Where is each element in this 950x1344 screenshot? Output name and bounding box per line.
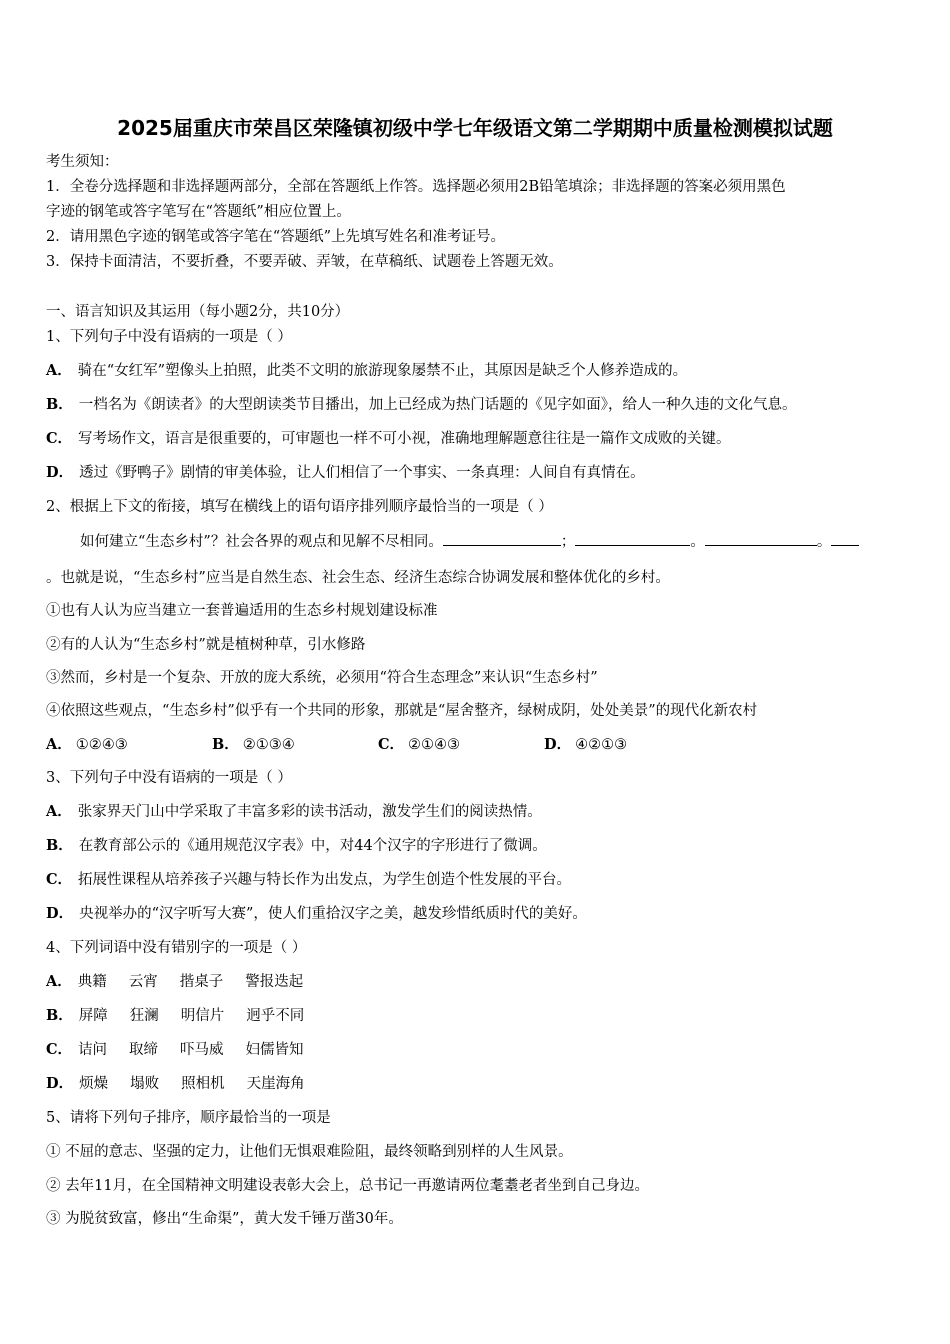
q2-options [46,735,906,755]
option-word: 塌败 [130,1076,160,1092]
q2-option-a [46,735,212,755]
option-letter: C． [46,871,73,888]
option-word: 迥乎不同 [246,1008,305,1024]
option-text: ④②①③ [575,737,628,753]
punctuation: ； [560,534,576,550]
option-word: 吓马威 [180,1042,224,1058]
option-text: 一档名为《朗读者》的大型朗读类节目播出，加上已经成为热门话题的《见字如面》，给人一种久违的文化气息。 [78,397,797,413]
q2-item: ②有的人认为“生态乡村”就是植树种草，引水修路 [46,637,366,653]
fill-blank [705,531,817,546]
page-title: 2025届重庆市荣昌区荣隆镇初级中学七年级语文第二学期期中质量检测模拟试题 [117,116,833,140]
q2-passage-end: 。也就是说，“生态乡村”应当是自然生态、社会生态、经济生态综合协调发展和整体优化的乡村。 [46,570,670,586]
q5-item: ③ 为脱贫致富，修出“生命渠”，黄大发千锤万凿30年。 [46,1211,403,1227]
option-text: 张家界天门山中学采取了丰富多彩的读书活动，激发学生们的阅读热情。 [77,804,542,820]
option-word: 烦燥 [79,1076,109,1092]
q3-option-d [46,904,906,924]
option-letter: A． [46,736,72,753]
question-1-stem: 1、下列句子中没有语病的一项是（ ） [46,329,292,345]
option-word: 屏障 [78,1008,108,1024]
notice-heading: 考生须知： [46,154,119,170]
option-word: 诘问 [78,1042,108,1058]
option-text: 在教育部公示的《通用规范汉字表》中，对44个汉字的字形进行了微调。 [78,838,547,854]
option-letter: D． [46,464,74,481]
fill-blank [443,531,561,546]
option-word: 照相机 [181,1076,225,1092]
option-word: 明信片 [180,1008,225,1024]
option-letter: B． [46,1007,73,1024]
q3-option-c [46,870,906,890]
option-word: 取缔 [129,1042,159,1058]
q5-item: ① 不屈的意志、坚强的定力，让他们无惧艰难险阻，最终领略到别样的人生风景。 [46,1144,573,1160]
option-letter: B． [46,837,73,854]
q1-option-b [46,395,906,415]
q4-option-b [46,1006,906,1026]
option-letter: A． [46,362,72,379]
q2-item: ③然而，乡村是一个复杂、开放的庞大系统，必须用“符合生态理念”来认识“生态乡村” [46,670,598,686]
q2-item: ①也有人认为应当建立一套普遍适用的生态乡村规划建设标准 [46,603,438,619]
option-text: 央视举办的“汉字听写大赛”，使人们重拾汉字之美，越发珍惜纸质时代的美好。 [79,906,587,922]
option-text: 写考场作文，语言是很重要的，可审题也一样不可小视，准确地理解题意往往是一篇作文成败的关键。 [78,431,731,447]
option-word: 揩桌子 [179,974,224,990]
option-text: 拓展性课程从培养孩子兴趣与特长作为出发点，为学生创造个性发展的平台。 [78,872,572,888]
option-text: ②①③④ [242,737,295,753]
question-5-stem: 5、请将下列句子排序，顺序最恰当的一项是 [46,1110,331,1126]
option-text: ②①④③ [408,737,461,753]
q4-option-a [46,972,906,992]
q2-option-c [378,735,544,755]
question-4-stem: 4、下列词语中没有错别字的一项是（ ） [46,940,307,956]
q3-option-b [46,836,906,856]
option-text: 透过《野鸭子》剧情的审美体验，让人们相信了一个事实、一条真理：人间自有真情在。 [79,465,645,481]
option-word: 妇儒皆知 [245,1042,304,1058]
option-letter: A． [46,973,72,990]
q5-item: ② 去年11月，在全国精神文明建设表彰大会上，总书记一再邀请两位耄耋老者坐到自己身边。 [46,1178,650,1194]
q1-option-d [46,463,906,483]
q2-option-b [212,735,378,755]
q2-item: ④依照这些观点，“生态乡村”似乎有一个共同的形象，那就是“屋舍整齐，绿树成阴，处处美景”的现代化新农村 [46,703,758,719]
option-word: 警报迭起 [245,974,304,990]
notice-item: 2．请用黑色字迹的钢笔或答字笔在“答题纸”上先填写姓名和准考证号。 [46,229,506,245]
option-word: 狂澜 [129,1008,159,1024]
option-letter: C． [378,736,405,753]
section-heading: 一、语言知识及其运用（每小题2分，共10分） [46,304,350,320]
q2-option-d [544,735,627,755]
q4-option-d [46,1074,906,1094]
option-letter: D． [46,1075,74,1092]
option-letter: D． [544,736,572,753]
option-letter: B． [212,736,239,753]
option-word: 云宵 [128,974,158,990]
notice-item: 3．保持卡面清洁，不要折叠，不要弄破、弄皱，在草稿纸、试题卷上答题无效。 [46,254,563,270]
option-text: 骑在“女红军”塑像头上拍照，此类不文明的旅游现象屡禁不止，其原因是缺乏个人修养造成的。 [77,363,688,379]
option-word: 典籍 [77,974,107,990]
notice-item: 1．全卷分选择题和非选择题两部分，全部在答题纸上作答。选择题必须用2B铅笔填涂；非选择题的答案必须用黑色 [46,179,786,195]
option-letter: C． [46,1041,73,1058]
q1-option-c [46,429,906,449]
fill-blank [575,531,690,546]
option-letter: B． [46,396,73,413]
option-letter: A． [46,803,72,820]
q4-option-c [46,1040,906,1060]
option-letter: D． [46,905,74,922]
passage-text: 如何建立“生态乡村”？社会各界的观点和见解不尽相同。 [80,534,443,550]
question-3-stem: 3、下列句子中没有语病的一项是（ ） [46,770,292,786]
q2-passage [80,531,906,552]
option-letter: C． [46,430,73,447]
fill-blank [831,531,859,546]
question-2-stem: 2、根据上下文的衔接，填写在横线上的语句语序排列顺序最恰当的一项是（ ） [46,499,553,515]
q3-option-a [46,802,906,822]
punctuation: 。 [816,534,832,550]
option-text: ①②④③ [75,737,128,753]
notice-item: 字迹的钢笔或答字笔写在“答题纸”相应位置上。 [46,204,351,220]
option-word: 天崖海角 [246,1076,305,1092]
punctuation: 。 [690,534,705,550]
q1-option-a [46,361,906,381]
